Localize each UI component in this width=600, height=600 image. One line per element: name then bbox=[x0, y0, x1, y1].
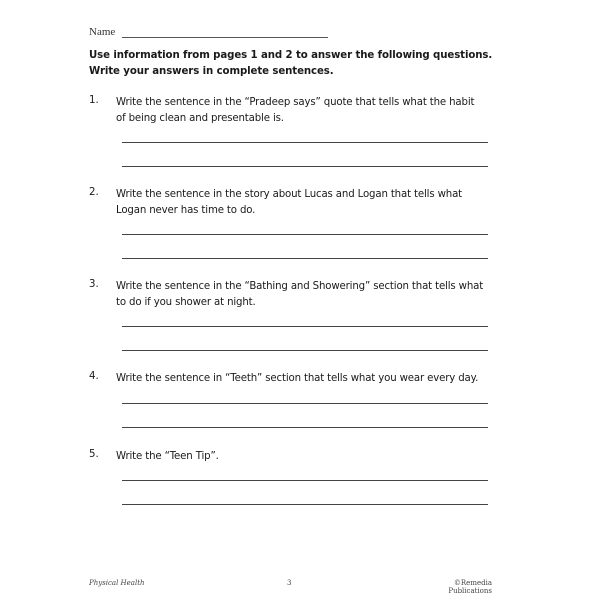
question-3-text bbox=[116, 279, 496, 311]
question-1-text bbox=[116, 95, 496, 127]
question-3-number: 3. bbox=[89, 279, 99, 290]
question-5-answer-line-1[interactable] bbox=[122, 480, 488, 481]
question-4-line-1: Write the sentence in “Teeth” section that tells what you wear every day. bbox=[116, 373, 479, 384]
question-3-line-2: to do if you shower at night. bbox=[116, 297, 256, 308]
question-5-answer-line-2[interactable] bbox=[122, 504, 488, 505]
question-1-line-2: of being clean and presentable is. bbox=[116, 113, 284, 124]
question-2-answer-line-1[interactable] bbox=[122, 234, 488, 235]
question-3-answer-line-2[interactable] bbox=[122, 350, 488, 351]
instructions bbox=[89, 48, 492, 80]
name-label: Name bbox=[89, 26, 116, 38]
question-2-line-2: Logan never has time to do. bbox=[116, 205, 256, 216]
question-1-number: 1. bbox=[89, 95, 99, 106]
question-4-number: 4. bbox=[89, 371, 99, 382]
question-4-answer-line-1[interactable] bbox=[122, 403, 488, 404]
question-3-line-1: Write the sentence in the “Bathing and Showering” section that tells what bbox=[116, 281, 484, 292]
question-4-text bbox=[116, 371, 496, 387]
footer-subject: Physical Health bbox=[89, 579, 145, 587]
footer-page-number: 3 bbox=[287, 579, 292, 587]
name-field-line[interactable] bbox=[122, 37, 328, 38]
instructions-line-2: Write your answers in complete sentences. bbox=[89, 66, 334, 77]
instructions-line-1: Use information from pages 1 and 2 to answer the following questions. bbox=[89, 50, 493, 61]
question-2-line-1: Write the sentence in the story about Lucas and Logan that tells what bbox=[116, 189, 463, 200]
question-5-line-1: Write the “Teen Tip”. bbox=[116, 451, 219, 462]
question-3-answer-line-1[interactable] bbox=[122, 326, 488, 327]
question-5-text bbox=[116, 449, 496, 465]
question-2-text bbox=[116, 187, 496, 219]
question-2-number: 2. bbox=[89, 187, 99, 198]
question-1-line-1: Write the sentence in the “Pradeep says” quote that tells what the habit bbox=[116, 97, 475, 108]
footer-publisher: ©Remedia Publications bbox=[448, 579, 492, 595]
question-1-answer-line-1[interactable] bbox=[122, 142, 488, 143]
question-2-answer-line-2[interactable] bbox=[122, 258, 488, 259]
question-4-answer-line-2[interactable] bbox=[122, 427, 488, 428]
question-1-answer-line-2[interactable] bbox=[122, 166, 488, 167]
question-5-number: 5. bbox=[89, 449, 99, 460]
